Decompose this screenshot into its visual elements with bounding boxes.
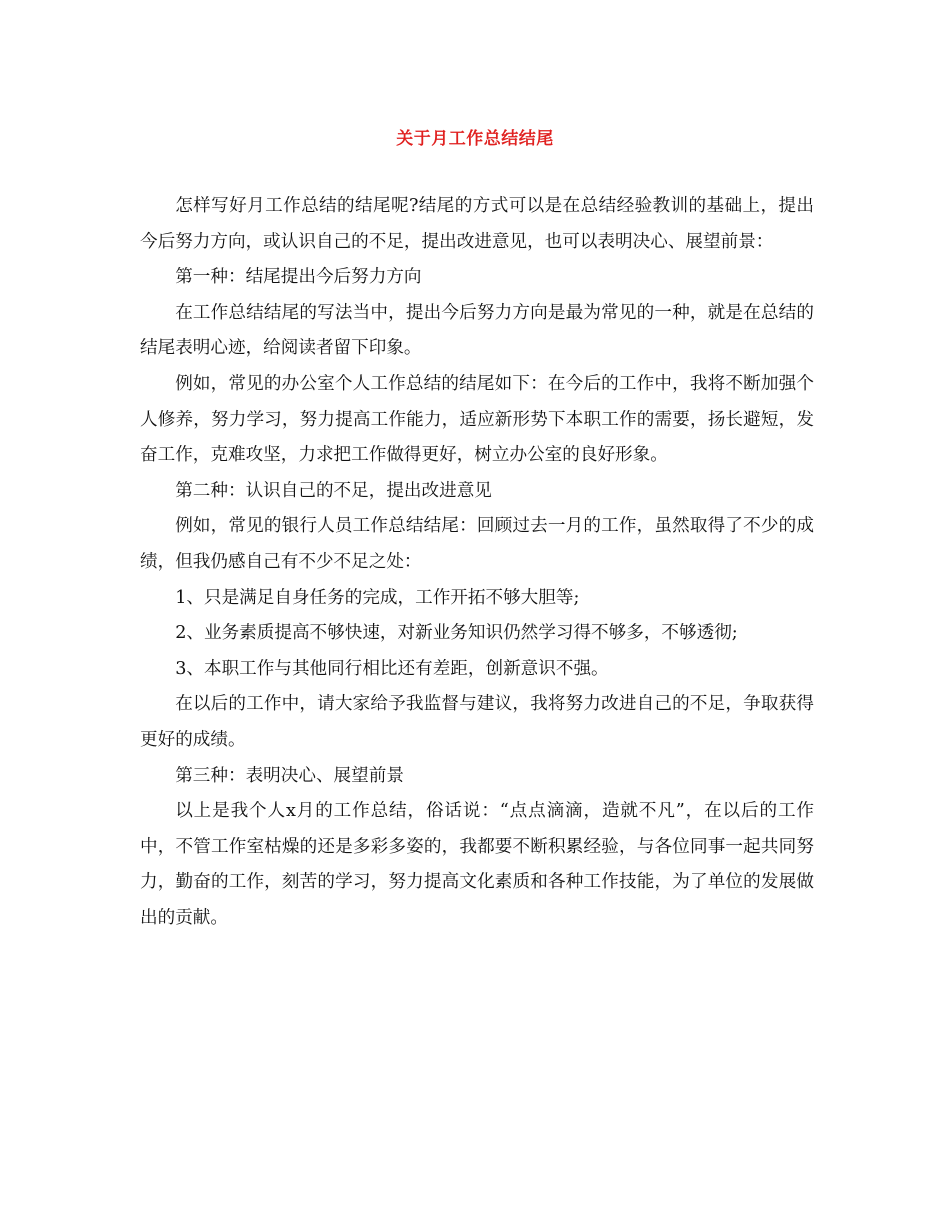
list-item-shortcoming-3: 3、本职工作与其他同行相比还有差距，创新意识不强。 <box>175 658 609 679</box>
paragraph-method-one-explanation: 在工作总结结尾的写法当中，提出今后努力方向是最为常见的一种，就是在总结的结尾表明心迹，给阅读者留下印象。 <box>140 302 814 359</box>
document-body <box>140 189 814 936</box>
heading-method-one: 第一种：结尾提出今后努力方向 <box>175 267 422 288</box>
heading-method-two: 第二种：认识自己的不足，提出改进意见 <box>175 480 492 501</box>
paragraph-improvement: 在以后的工作中，请大家给予我监督与建议，我将努力改进自己的不足，争取获得更好的成绩。 <box>140 694 814 750</box>
list-item-shortcoming-1: 1、只是满足自身任务的完成，工作开拓不够大胆等; <box>175 587 580 608</box>
paragraph-intro: 怎样写好月工作总结的结尾呢?结尾的方式可以是在总结经验教训的基础上，提出今后努力方向，或认识自己的不足，提出改进意见，也可以表明决心、展望前景： <box>140 196 814 252</box>
paragraph-method-two-example: 例如，常见的银行人员工作总结结尾：回顾过去一月的工作，虽然取得了不少的成绩，但我仍感自己有不少不足之处： <box>140 516 814 572</box>
document-title: 关于月工作总结结尾 <box>396 129 554 149</box>
paragraph-conclusion: 以上是我个人x月的工作总结，俗话说：“点点滴滴，造就不凡”，在以后的工作中，不管工作室枯燥的还是多彩多姿的，我都要不断积累经验，与各位同事一起共同努力，勤奋的工作，刻苦的学习，努力提高文化素质和各种工作技能，为了单位的发展做出的贡献。 <box>140 801 814 928</box>
list-item-shortcoming-2: 2、业务素质提高不够快速，对新业务知识仍然学习得不够多，不够透彻; <box>175 623 738 644</box>
heading-method-three: 第三种：表明决心、展望前景 <box>175 765 404 786</box>
paragraph-method-one-example: 例如，常见的办公室个人工作总结的结尾如下：在今后的工作中，我将不断加强个人修养，努力学习，努力提高工作能力，适应新形势下本职工作的需要，扬长避短，发奋工作，克难攻坚，力求把工作做得更好，树立办公室的良好形象。 <box>140 373 814 466</box>
